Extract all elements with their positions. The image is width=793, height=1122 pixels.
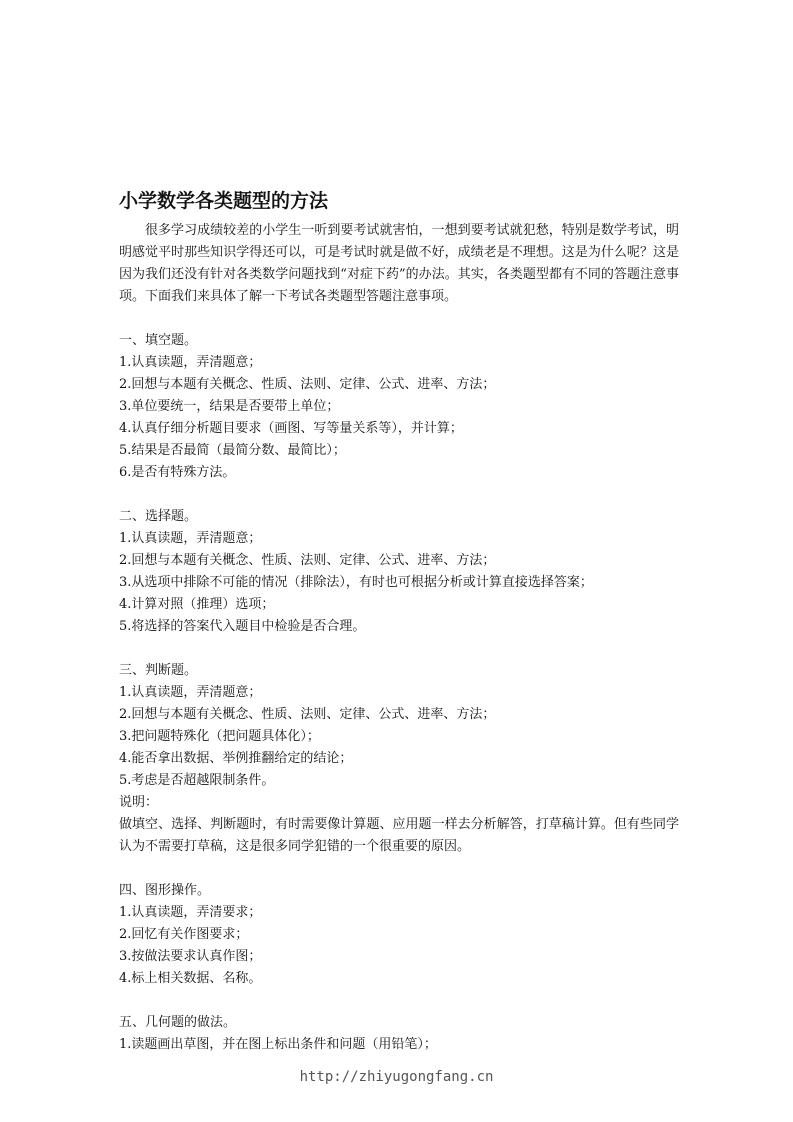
list-item: 4.标上相关数据、名称。 [119, 971, 262, 986]
list-item: 2.回想与本题有关概念、性质、法则、定律、公式、进率、方法； [119, 377, 496, 392]
list-item: 6.是否有特殊方法。 [119, 465, 236, 480]
section-fill-in-blank [119, 330, 679, 484]
document-title: 小学数学各类题型的方法 [119, 190, 329, 212]
list-item: 1.认真读题，弄清题意； [119, 531, 262, 546]
list-item: 5.考虑是否超越限制条件。 [119, 773, 275, 788]
list-item: 3.按做法要求认真作图； [119, 949, 262, 964]
section-true-false [119, 660, 679, 858]
list-item: 2.回想与本题有关概念、性质、法则、定律、公式、进率、方法； [119, 707, 496, 722]
section-heading: 五、几何题的做法。 [119, 1015, 237, 1030]
intro-paragraph: 很多学习成绩较差的小学生一听到要考试就害怕，一想到要考试就犯愁，特别是数学考试，明明感觉平时那些知识学得还可以，可是考试时就是做不好，成绩老是不理想。这是为什么呢？这是因为我们还没有针对各类数学问题找到“对症下药”的办法。其实，各类题型都有不同的答题注意事项。下面我们来具体了解一下考试各类题型答题注意事项。 [119, 223, 679, 304]
spacer [119, 858, 679, 880]
spacer [119, 308, 679, 330]
section-heading: 一、填空题。 [119, 333, 198, 348]
section-heading: 二、选择题。 [119, 509, 198, 524]
section-heading: 四、图形操作。 [119, 883, 211, 898]
note-label: 说明： [119, 795, 159, 810]
list-item: 3.把问题特殊化（把问题具体化）； [119, 729, 320, 744]
spacer [119, 484, 679, 506]
document-content [119, 186, 679, 1056]
note-paragraph: 做填空、选择、判断题时，有时需要像计算题、应用题一样去分析解答，打草稿计算。但有些同学认为不需要打草稿，这是很多同学犯错的一个很重要的原因。 [119, 817, 679, 854]
list-item: 1.认真读题，弄清题意； [119, 355, 262, 370]
section-graphic-operation [119, 880, 679, 990]
spacer [119, 638, 679, 660]
list-item: 3.单位要统一，结果是否要带上单位； [119, 399, 340, 414]
footer-url: http://zhiyugongfang.cn [299, 1069, 494, 1085]
list-item: 1.读题画出草图，并在图上标出条件和问题（用铅笔）； [119, 1037, 437, 1052]
list-item: 4.计算对照（推理）选项； [119, 597, 275, 612]
list-item: 4.认真仔细分析题目要求（画图、写等量关系等），并计算； [119, 421, 463, 436]
list-item: 5.结果是否最简（最简分数、最简比）； [119, 443, 346, 458]
list-item: 1.认真读题，弄清题意； [119, 685, 262, 700]
list-item: 5.将选择的答案代入题目中检验是否合理。 [119, 619, 366, 634]
section-multiple-choice [119, 506, 679, 638]
list-item: 2.回想与本题有关概念、性质、法则、定律、公式、进率、方法； [119, 553, 496, 568]
section-geometry [119, 1012, 679, 1056]
list-item: 4.能否拿出数据、举例推翻给定的结论； [119, 751, 353, 766]
list-item: 2.回忆有关作图要求； [119, 927, 249, 942]
list-item: 3.从选项中排除不可能的情况（排除法），有时也可根据分析或计算直接选择答案； [119, 575, 593, 590]
spacer [119, 990, 679, 1012]
list-item: 1.认真读题，弄清要求； [119, 905, 262, 920]
section-heading: 三、判断题。 [119, 663, 198, 678]
